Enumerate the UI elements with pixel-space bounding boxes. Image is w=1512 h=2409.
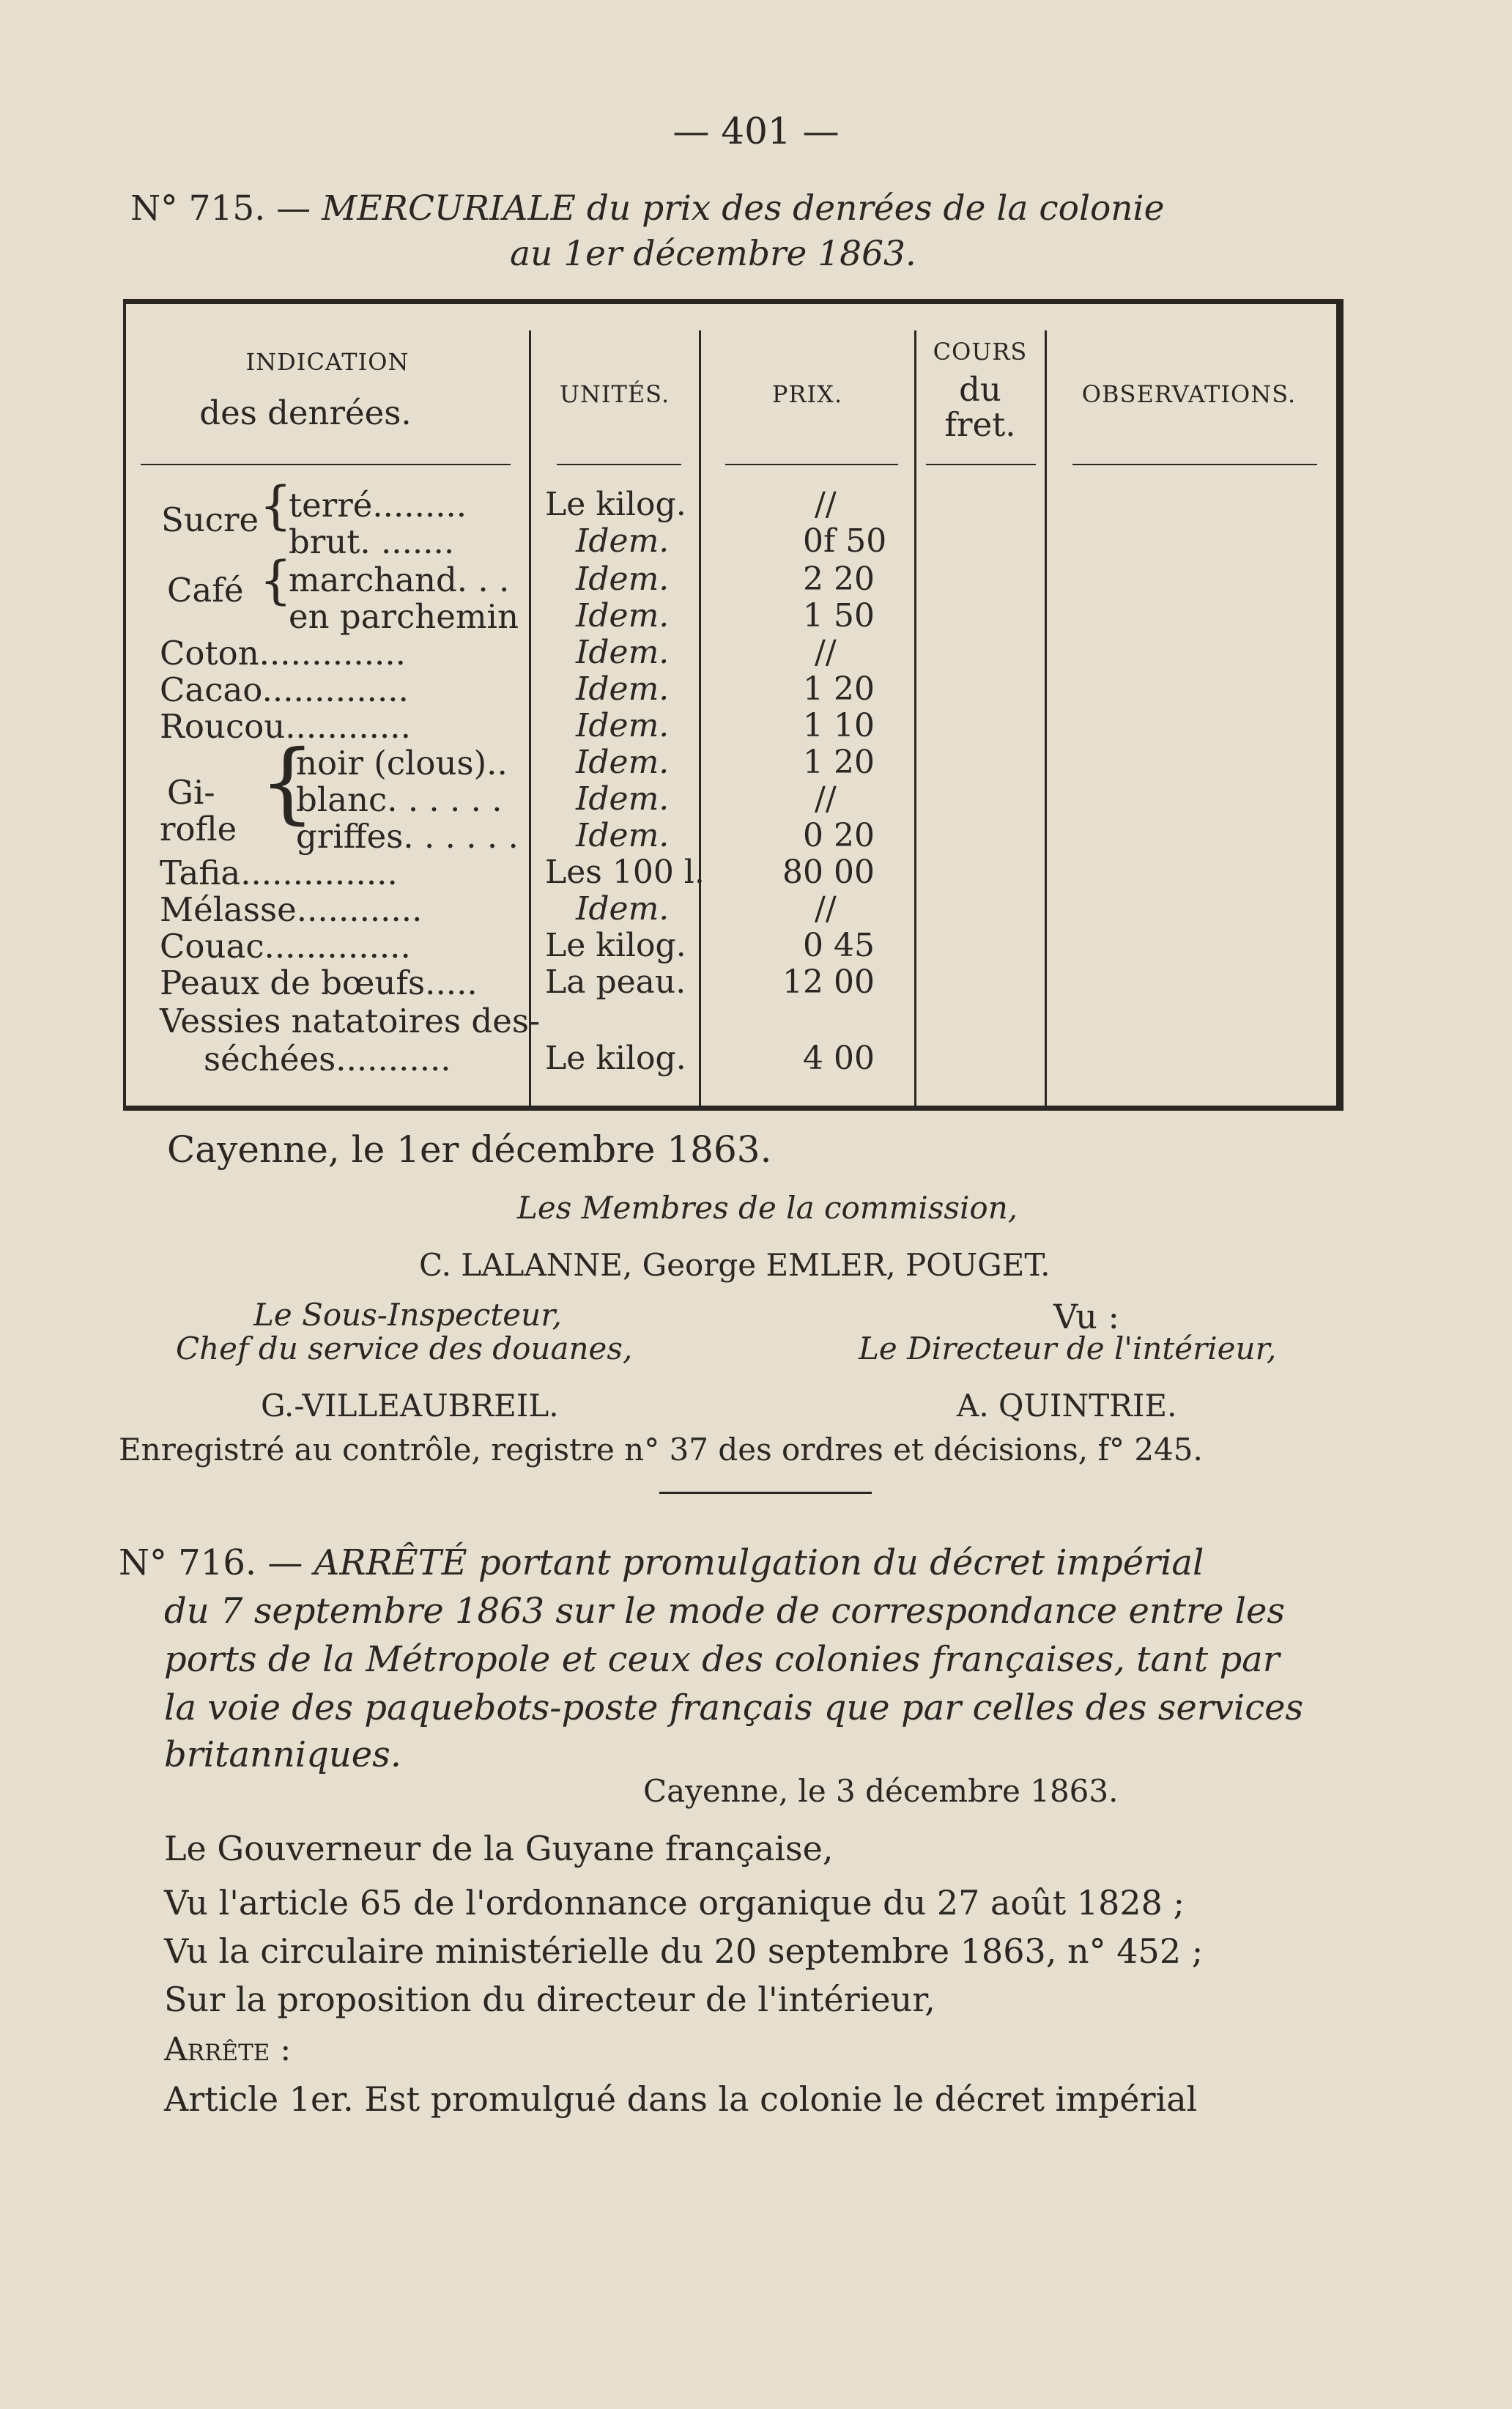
row-price: 1 20 bbox=[803, 670, 875, 708]
right-signatory-vu: Vu : bbox=[1053, 1297, 1120, 1336]
row-price: // bbox=[815, 634, 837, 671]
header-prix: PRIX. bbox=[771, 380, 843, 408]
header-rule bbox=[926, 464, 1036, 465]
row-price: // bbox=[815, 780, 837, 818]
row-unit: Les 100 l. bbox=[545, 854, 705, 891]
row-price: 1 20 bbox=[803, 744, 875, 781]
body-line: Vu l'article 65 de l'ordonnance organique du 27 août 1828 ; bbox=[164, 1883, 1185, 1923]
body-line: Sur la proposition du directeur de l'intérieur, bbox=[164, 1980, 935, 2019]
notice-716-line5: britanniques. bbox=[164, 1734, 402, 1775]
notice-716-line3: ports de la Métropole et ceux des colonies françaises, tant par bbox=[164, 1639, 1280, 1680]
row-name: Couac.............. bbox=[160, 927, 411, 966]
row-unit: Idem. bbox=[576, 780, 670, 818]
row-price: // bbox=[815, 890, 837, 928]
registration-line: Enregistré au contrôle, registre n° 37 des ordres et décisions, f° 245. bbox=[119, 1432, 1203, 1468]
row-price: 2 20 bbox=[803, 560, 875, 598]
commission-members: C. LALANNE, George EMLER, POUGET. bbox=[419, 1247, 1050, 1283]
row-name: en parchemin bbox=[289, 597, 519, 636]
row-name: terré......... bbox=[289, 486, 467, 525]
notice-715-number: N° 715. bbox=[130, 188, 266, 229]
row-name: marchand. . . bbox=[289, 560, 510, 599]
row-price: 0 45 bbox=[803, 927, 875, 964]
row-name: griffes. . . . . . bbox=[296, 817, 519, 856]
left-signatory-title: Le Sous-Inspecteur, bbox=[253, 1297, 563, 1333]
place-date-715: Cayenne, le 1er décembre 1863. bbox=[167, 1128, 772, 1171]
place-date-716: Cayenne, le 3 décembre 1863. bbox=[643, 1773, 1119, 1809]
body-line: Arrête : bbox=[164, 2031, 292, 2068]
col-divider bbox=[529, 330, 531, 1106]
row-unit: Idem. bbox=[576, 634, 670, 671]
header-rule bbox=[141, 464, 511, 465]
row-unit: Le kilog. bbox=[545, 1040, 686, 1077]
col-divider bbox=[914, 330, 916, 1106]
price-table bbox=[123, 299, 1344, 1111]
brace: { bbox=[259, 732, 316, 834]
body-line: Vu la circulaire ministérielle du 20 septembre 1863, n° 452 ; bbox=[164, 1931, 1204, 1971]
row-price: 1 10 bbox=[803, 707, 875, 744]
left-signatory-office: Chef du service des douanes, bbox=[176, 1331, 633, 1366]
header-cours-fret: fret. bbox=[944, 405, 1016, 444]
row-unit: Idem. bbox=[576, 744, 670, 781]
row-unit: Le kilog. bbox=[545, 927, 686, 964]
notice-716-number: N° 716. bbox=[119, 1542, 257, 1583]
row-unit: Le kilog. bbox=[545, 486, 686, 523]
col-divider bbox=[699, 330, 701, 1106]
notice-716-line4: la voie des paquebots-poste français que par celles des services bbox=[164, 1687, 1304, 1728]
row-price: 12 00 bbox=[782, 963, 875, 1001]
row-price: 80 00 bbox=[782, 854, 875, 891]
row-group-label: Gi- bbox=[167, 773, 215, 812]
notice-716-dash: — bbox=[267, 1542, 303, 1583]
row-name: Peaux de bœufs..... bbox=[160, 963, 478, 1002]
row-price: 1 50 bbox=[803, 597, 875, 634]
notice-715-title-line2: au 1er décembre 1863. bbox=[510, 234, 916, 274]
header-rule bbox=[725, 464, 898, 465]
notice-716-line2: du 7 septembre 1863 sur le mode de correspondance entre les bbox=[164, 1591, 1286, 1632]
row-name: Coton.............. bbox=[160, 634, 406, 673]
header-observations: OBSERVATIONS. bbox=[1081, 380, 1297, 408]
brace: { bbox=[259, 550, 292, 610]
header-rule bbox=[557, 464, 681, 465]
header-cours: COURS bbox=[933, 338, 1028, 366]
header-unites: UNITÉS. bbox=[559, 380, 670, 408]
row-unit: Idem. bbox=[576, 597, 670, 634]
row-name: brut. ....... bbox=[289, 522, 455, 561]
row-name: noir (clous).. bbox=[296, 744, 508, 782]
notice-715-title-line1: MERCURIALE du prix des denrées de la colonie bbox=[322, 188, 1165, 229]
section-divider bbox=[659, 1492, 872, 1494]
notice-715-dash: — bbox=[276, 188, 311, 229]
notice-715-heading bbox=[130, 185, 1164, 233]
row-unit: Idem. bbox=[576, 560, 670, 598]
col-divider bbox=[1045, 330, 1047, 1106]
header-indication: INDICATION bbox=[245, 348, 410, 376]
page-number: — 401 — bbox=[672, 110, 840, 152]
row-name: Cacao.............. bbox=[160, 670, 409, 709]
row-unit: Idem. bbox=[576, 890, 670, 928]
row-unit: Idem. bbox=[576, 670, 670, 708]
row-name: blanc. . . . . . bbox=[296, 780, 503, 819]
row-price: // bbox=[815, 486, 837, 523]
row-price: 4 00 bbox=[803, 1040, 875, 1077]
header-cours-du: du bbox=[959, 370, 1001, 409]
notice-716-line1 bbox=[119, 1539, 1204, 1587]
right-signatory-office: Le Directeur de l'intérieur, bbox=[859, 1331, 1277, 1366]
left-signatory-name: G.-VILLEAUBREIL. bbox=[261, 1388, 559, 1424]
body-line: Article 1er. Est promulgué dans la colonie le décret impérial bbox=[164, 2079, 1198, 2119]
row-group-label: Café bbox=[167, 571, 244, 610]
row-unit: Idem. bbox=[576, 817, 670, 854]
row-unit: La peau. bbox=[545, 963, 686, 1001]
row-name: Tafia............... bbox=[160, 854, 398, 892]
header-indication-sub: des denrées. bbox=[199, 393, 412, 432]
row-group-label: rofle bbox=[160, 810, 237, 848]
notice-716-title: ARRÊTÉ portant promulgation du décret impérial bbox=[314, 1542, 1204, 1583]
body-line: Le Gouverneur de la Guyane française, bbox=[164, 1829, 834, 1868]
commission-label: Les Membres de la commission, bbox=[517, 1190, 1018, 1226]
row-name: Mélasse............ bbox=[160, 890, 423, 929]
right-signatory-name: A. QUINTRIE. bbox=[957, 1388, 1177, 1424]
row-price: 0 20 bbox=[803, 817, 875, 854]
row-name: Roucou............ bbox=[160, 707, 411, 746]
row-name: Vessies natatoires des- bbox=[160, 1002, 541, 1040]
row-unit: Idem. bbox=[576, 707, 670, 744]
row-unit: Idem. bbox=[576, 522, 670, 560]
row-group-label: Sucre bbox=[161, 500, 259, 539]
row-price: 0f 50 bbox=[803, 522, 887, 560]
brace: { bbox=[259, 475, 292, 536]
row-name: séchées........... bbox=[204, 1040, 451, 1078]
header-rule bbox=[1072, 464, 1317, 465]
